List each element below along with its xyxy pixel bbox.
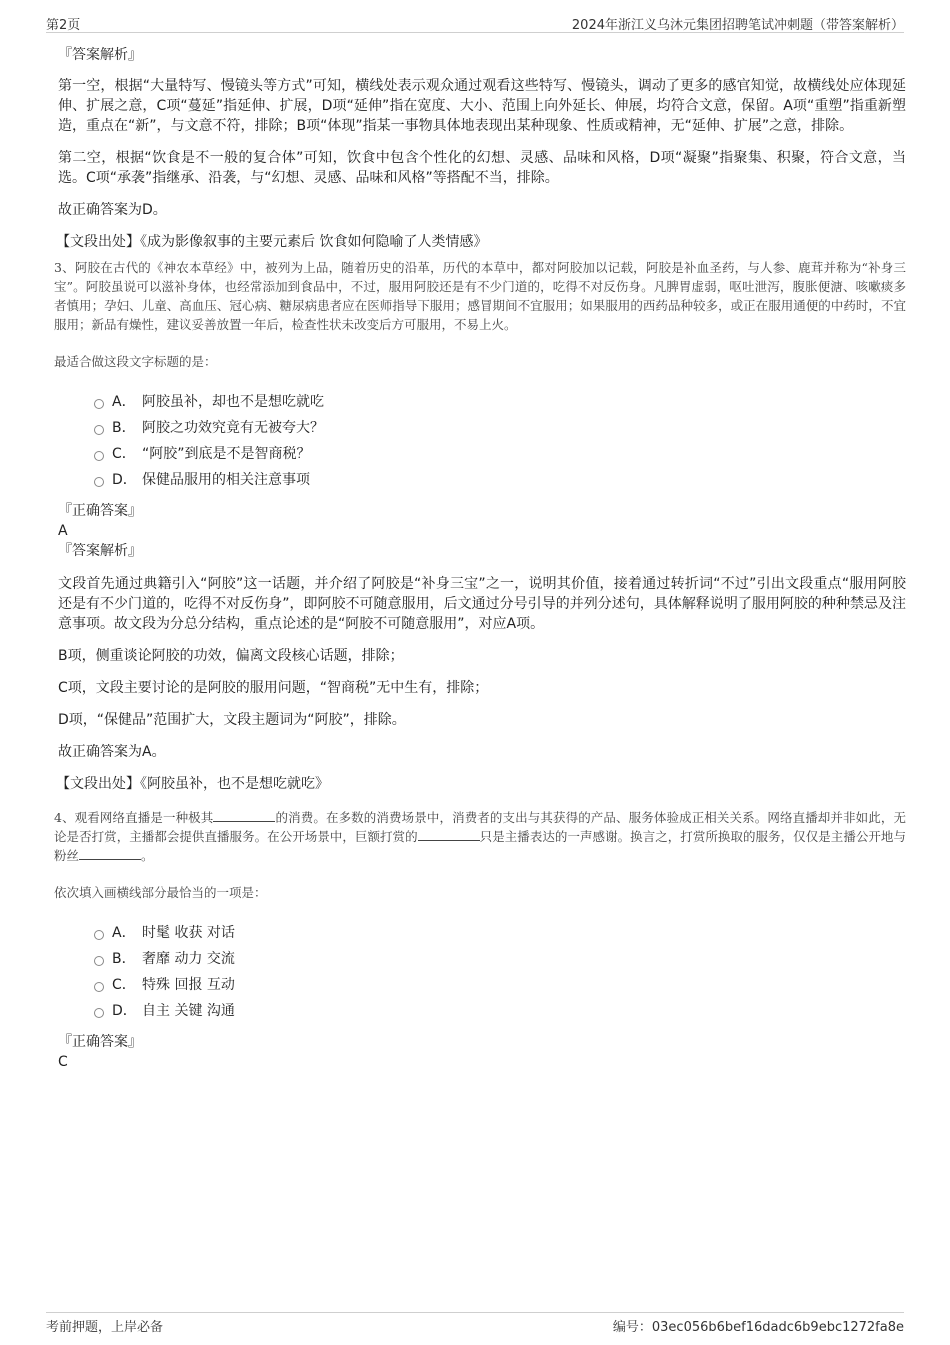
option-text: 奢靡 动力 交流 — [142, 951, 235, 967]
analysis-paragraph: C项，文段主要讨论的是阿胶的服用问题，“智商税”无中生有，排除； — [58, 680, 489, 696]
option-letter: D． — [112, 472, 137, 488]
radio-icon[interactable] — [94, 956, 104, 966]
radio-icon[interactable] — [94, 930, 104, 940]
option-d[interactable] — [94, 997, 906, 1023]
page-header — [46, 12, 904, 33]
correct-answer: A — [58, 523, 68, 539]
document-code: 编号：03ec056b6bef16dadc6b9ebc1272fa8e — [612, 1320, 904, 1335]
option-text: 阿胶虽补，却也不是想吃就吃 — [142, 394, 324, 410]
correct-answer: C — [58, 1054, 68, 1070]
passage-source: 【文段出处】《成为影像叙事的主要元素后 饮食如何隐喻了人类情感》 — [56, 234, 488, 250]
radio-icon[interactable] — [94, 982, 104, 992]
fill-blank — [213, 809, 275, 822]
option-letter: B． — [112, 951, 136, 967]
question-3-text: 3、阿胶在古代的《神农本草经》中，被列为上品，随着历史的沿革，历代的本草中，都对阿胶加以记载，阿胶是补血圣药，与人参、鹿茸并称为“补身三宝”。阿胶虽说可以滋补身体，也经常添加到食品中，不过，服用阿胶还是有不少门道的，吃得不对反伤身。凡脾胃虚弱，呕吐泄泻，腹胀便溏、咳嗽痰多者慎用；孕妇、儿童、高血压、冠心病、糖尿病患者应在医师指导下服用；感冒期间不宜服用；如果服用的西药品种较多，或正在服用通便的中药时，不宜服用；新品有燥性，建议妥善放置一年后，检查性状未改变后方可服用，不易上火。 — [54, 260, 906, 332]
fill-blank — [79, 847, 141, 860]
option-a[interactable] — [94, 919, 906, 945]
passage-source: 【文段出处】《阿胶虽补，也不是想吃就吃》 — [56, 776, 329, 792]
radio-icon[interactable] — [94, 399, 104, 409]
correct-answer-label: 『正确答案』 — [58, 1034, 142, 1050]
question-4-text: 4、观看网络直播是一种极其 的消费。在多数的消费场景中，消费者的支出与其获得的产品、服务体验成正相关关系。网络直播却并非如此，无论是否打赏，主播都会提供直播服务。在公开场景中，巨额打赏的 只是主播表达的一声感谢。换言之，打赏所换取的服务，仅仅是主播公开地与粉丝 。 — [54, 810, 906, 863]
option-letter: A． — [112, 925, 136, 941]
question-3-options — [94, 388, 906, 492]
page-footer — [46, 1312, 904, 1333]
question-4-prompt: 依次填入画横线部分最恰当的一项是： — [54, 885, 267, 900]
option-letter: C． — [112, 446, 136, 462]
option-letter: C． — [112, 977, 136, 993]
analysis-label: 『答案解析』 — [58, 543, 142, 559]
option-text: “阿胶”到底是不是智商税？ — [142, 446, 311, 462]
correct-answer-label: 『正确答案』 — [58, 503, 142, 519]
analysis-label: 『答案解析』 — [58, 47, 142, 63]
option-text: 保健品服用的相关注意事项 — [142, 472, 310, 488]
page-number: 第2页 — [46, 18, 81, 33]
option-letter: D． — [112, 1003, 137, 1019]
document-body — [56, 46, 906, 1077]
analysis-paragraph: B项，侧重谈论阿胶的功效，偏离文段核心话题，排除； — [58, 648, 404, 664]
question-4-options — [94, 919, 906, 1023]
analysis-paragraph: D项，“保健品”范围扩大，文段主题词为“阿胶”，排除。 — [58, 712, 406, 728]
analysis-paragraph: 第一空，根据“大量特写、慢镜头等方式”可知，横线处表示观众通过观看这些特写、慢镜头，调动了更多的感官知觉，故横线处应体现延伸、扩展之意，C项“蔓延”指延伸、扩展，D项“延伸”指在宽度、大小、范围上向外延长、伸展，均符合文意，保留。A项“重塑”指重新塑造，重点在“新”，与文意不符，排除；B项“体现”指某一事物具体地表现出某种现象、性质或精神，无“延伸、扩展”之意，排除。 — [58, 78, 906, 134]
radio-icon[interactable] — [94, 1008, 104, 1018]
option-c[interactable] — [94, 440, 906, 466]
option-d[interactable] — [94, 466, 906, 492]
option-text: 阿胶之功效究竟有无被夸大？ — [142, 420, 324, 436]
radio-icon[interactable] — [94, 451, 104, 461]
radio-icon[interactable] — [94, 425, 104, 435]
option-b[interactable] — [94, 414, 906, 440]
option-b[interactable] — [94, 945, 906, 971]
question-3-prompt: 最适合做这段文字标题的是： — [54, 354, 217, 369]
option-text: 时髦 收获 对话 — [142, 925, 235, 941]
conclusion: 故正确答案为D。 — [58, 202, 167, 218]
option-c[interactable] — [94, 971, 906, 997]
analysis-paragraph: 文段首先通过典籍引入“阿胶”这一话题，并介绍了阿胶是“补身三宝”之一，说明其价值，接着通过转折词“不过”引出文段重点“服用阿胶还是有不少门道的，吃得不对反伤身”，即阿胶不可随意服用，后文通过分号引导的并列分述句，具体解释说明了服用阿胶的种种禁忌及注意事项。故文段为分总分结构，重点论述的是“阿胶不可随意服用”，对应A项。 — [58, 576, 906, 632]
option-letter: A． — [112, 394, 136, 410]
radio-icon[interactable] — [94, 477, 104, 487]
analysis-paragraph: 第二空，根据“饮食是不一般的复合体”可知，饮食中包含个性化的幻想、灵感、品味和风格，D项“凝聚”指聚集、积聚，符合文意，当选。C项“承袭”指继承、沿袭，与“幻想、灵感、品味和风格”等搭配不当，排除。 — [58, 150, 906, 186]
option-text: 特殊 回报 互动 — [142, 977, 235, 993]
fill-blank — [418, 828, 480, 841]
footer-slogan: 考前押题，上岸必备 — [46, 1320, 164, 1335]
option-text: 自主 关键 沟通 — [142, 1003, 235, 1019]
document-title: 2024年浙江义乌沐元集团招聘笔试冲刺题（带答案解析） — [571, 18, 904, 33]
conclusion: 故正确答案为A。 — [58, 744, 166, 760]
option-a[interactable] — [94, 388, 906, 414]
option-letter: B． — [112, 420, 136, 436]
